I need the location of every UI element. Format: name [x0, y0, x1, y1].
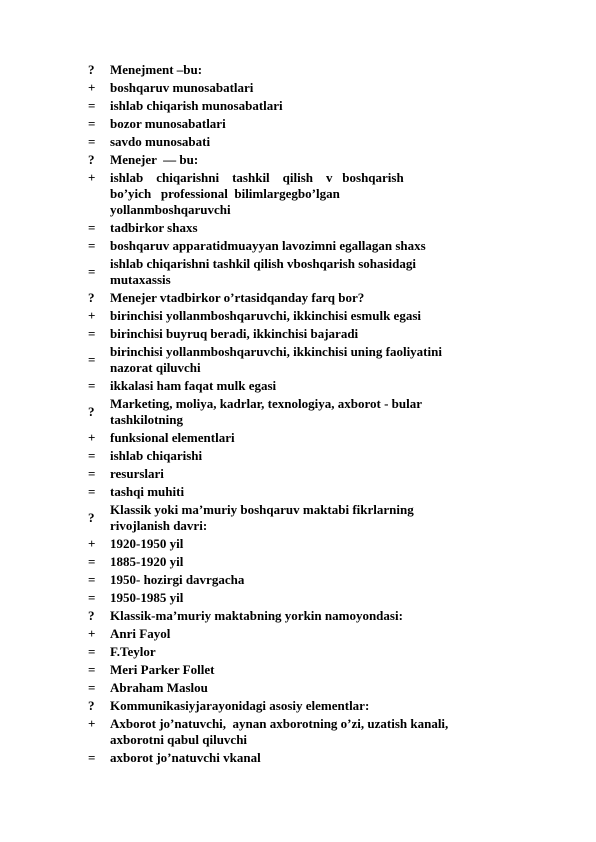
item-text: Anri Fayol — [110, 626, 171, 641]
question-list — [88, 62, 488, 768]
item-marker: ? — [88, 152, 95, 167]
item-marker: + — [88, 430, 96, 445]
list-item — [88, 554, 488, 570]
item-text: 1950- hozirgi davrgacha — [110, 572, 245, 587]
item-marker: + — [88, 308, 96, 323]
item-text: Kommunikasiyjarayonidagi asosiy elementlar: — [110, 698, 370, 713]
item-text: funksional elementlari — [110, 430, 235, 445]
item-text: F.Teylor — [110, 644, 156, 659]
list-item — [88, 590, 488, 606]
item-marker: = — [88, 448, 96, 463]
item-text: Klassik-ma’muriy maktabning yorkin namoyondasi: — [110, 608, 403, 623]
list-item — [88, 80, 488, 96]
item-marker: = — [88, 466, 96, 481]
item-marker: = — [88, 590, 96, 605]
item-text: ishlab chiqarishni tashkil qilish vboshqarish sohasidagi mutaxassis — [110, 256, 416, 287]
list-item — [88, 448, 488, 464]
item-text: 1920-1950 yil — [110, 536, 184, 551]
item-marker: + — [88, 536, 96, 551]
list-item — [88, 662, 488, 678]
item-text: birinchisi yollanmboshqaruvchi, ikkinchisi uning faoliyatini nazorat qiluvchi — [110, 344, 442, 375]
list-item — [88, 308, 488, 324]
item-marker: + — [88, 626, 96, 641]
item-text: boshqaruv munosabatlari — [110, 80, 254, 95]
list-item — [88, 344, 488, 376]
list-item — [88, 536, 488, 552]
item-text: axborot jo’natuvchi vkanal — [110, 750, 261, 765]
item-text: boshqaruv apparatidmuayyan lavozimni egallagan shaxs — [110, 238, 426, 253]
item-text: Abraham Maslou — [110, 680, 208, 695]
item-marker: + — [88, 170, 96, 185]
item-marker: = — [88, 644, 96, 659]
item-marker: = — [88, 352, 96, 367]
list-item — [88, 698, 488, 714]
item-text: Marketing, moliya, kadrlar, texnologiya, axborot - bular tashkilotning — [110, 396, 422, 427]
list-item — [88, 238, 488, 254]
list-item — [88, 572, 488, 588]
item-text: birinchisi buyruq beradi, ikkinchisi bajaradi — [110, 326, 359, 341]
list-item — [88, 326, 488, 342]
item-text: resurslari — [110, 466, 164, 481]
item-marker: = — [88, 98, 96, 113]
list-item — [88, 502, 488, 534]
list-item — [88, 484, 488, 500]
item-text: Menejer — bu: — [110, 152, 199, 167]
item-text: Menejer vtadbirkor o’rtasidqanday farq bor? — [110, 290, 365, 305]
item-text: bozor munosabatlari — [110, 116, 226, 131]
list-item — [88, 644, 488, 660]
item-text: birinchisi yollanmboshqaruvchi, ikkinchisi esmulk egasi — [110, 308, 421, 323]
item-text: tadbirkor shaxs — [110, 220, 198, 235]
item-marker: = — [88, 238, 96, 253]
item-text: savdo munosabati — [110, 134, 211, 149]
item-marker: = — [88, 220, 96, 235]
item-text: 1885-1920 yil — [110, 554, 184, 569]
item-marker: = — [88, 326, 96, 341]
item-marker: = — [88, 116, 96, 131]
list-item — [88, 608, 488, 624]
item-marker: = — [88, 134, 96, 149]
list-item — [88, 256, 488, 288]
item-marker: = — [88, 484, 96, 499]
list-item — [88, 716, 488, 748]
list-item — [88, 62, 488, 78]
list-item — [88, 396, 488, 428]
item-marker: = — [88, 680, 96, 695]
list-item — [88, 170, 488, 218]
list-item — [88, 378, 488, 394]
item-text: Menejment –bu: — [110, 62, 203, 77]
list-item — [88, 152, 488, 168]
item-marker: ? — [88, 510, 95, 525]
item-marker: = — [88, 554, 96, 569]
item-text: Meri Parker Follet — [110, 662, 215, 677]
item-marker: ? — [88, 698, 95, 713]
item-marker: = — [88, 750, 96, 765]
item-marker: ? — [88, 290, 95, 305]
list-item — [88, 466, 488, 482]
list-item — [88, 626, 488, 642]
item-marker: = — [88, 662, 96, 677]
item-marker: + — [88, 716, 96, 731]
item-text: ikkalasi ham faqat mulk egasi — [110, 378, 277, 393]
item-marker: = — [88, 264, 96, 279]
item-marker: = — [88, 572, 96, 587]
list-item — [88, 220, 488, 236]
list-item — [88, 134, 488, 150]
item-marker: + — [88, 80, 96, 95]
item-text: ishlab chiqarish munosabatlari — [110, 98, 283, 113]
list-item — [88, 290, 488, 306]
item-marker: ? — [88, 608, 95, 623]
item-marker: ? — [88, 62, 95, 77]
item-text: ishlab chiqarishi — [110, 448, 203, 463]
list-item — [88, 680, 488, 696]
list-item — [88, 98, 488, 114]
item-text: Axborot jo’natuvchi, aynan axborotning o’zi, uzatish kanali, axborotni qabul qiluvchi — [110, 716, 449, 747]
item-text: 1950-1985 yil — [110, 590, 184, 605]
list-item — [88, 750, 488, 766]
item-text: tashqi muhiti — [110, 484, 185, 499]
list-item — [88, 430, 488, 446]
item-marker: = — [88, 378, 96, 393]
item-marker: ? — [88, 404, 95, 419]
item-text: ishlab chiqarishni tashkil qilish v boshqarish bo’yich professional bilimlargegbo’lgan yollanmboshqaruvchi — [110, 170, 404, 217]
list-item — [88, 116, 488, 132]
item-text: Klassik yoki ma’muriy boshqaruv maktabi fikrlarning rivojlanish davri: — [110, 502, 414, 533]
